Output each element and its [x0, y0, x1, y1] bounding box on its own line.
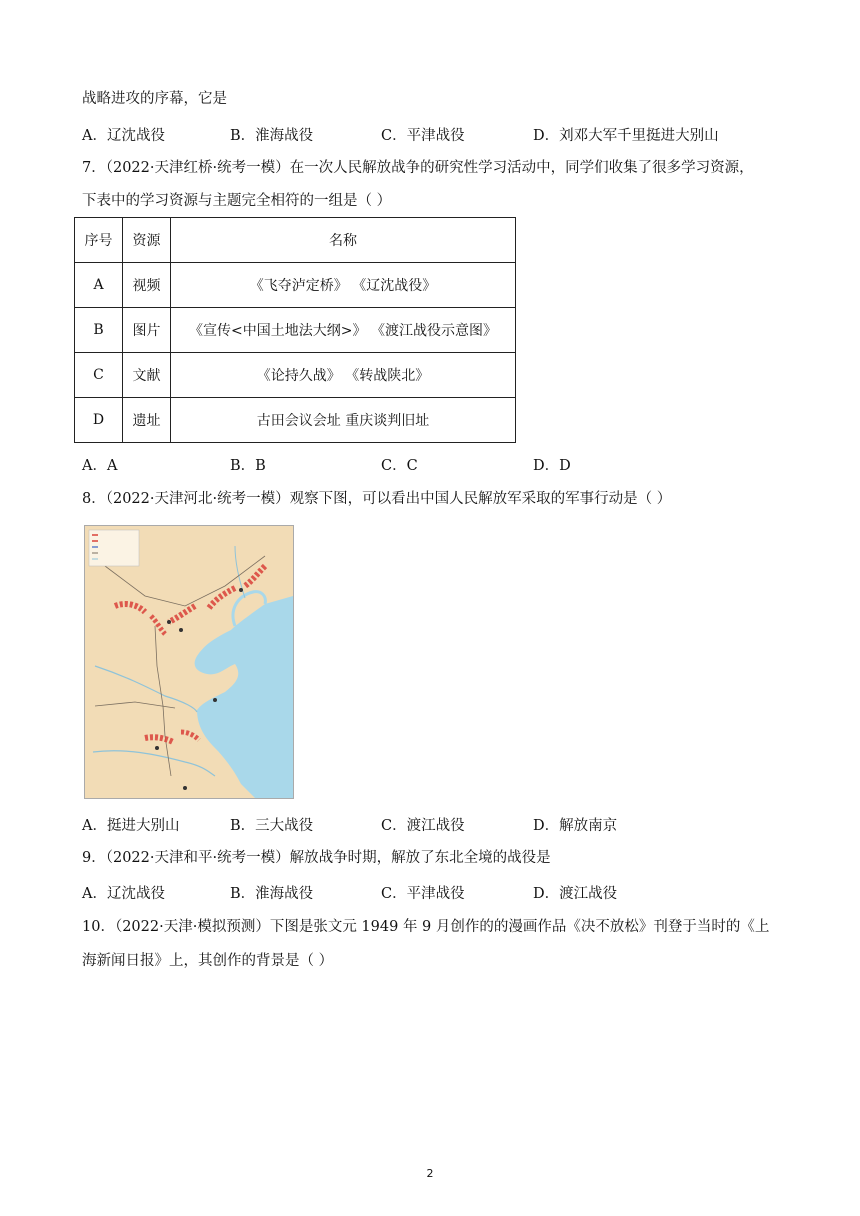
- table-cell: 遗址: [123, 398, 171, 443]
- q7-option-b: B．B: [230, 458, 266, 474]
- table-cell: 《飞夺泸定桥》 《辽沈战役》: [171, 263, 516, 308]
- q6-option-d: D．刘邓大军千里挺进大别山: [533, 128, 719, 144]
- table-row: [75, 398, 516, 443]
- table-row: [75, 263, 516, 308]
- q8-options: [82, 814, 802, 834]
- table-header-cell: 名称: [171, 218, 516, 263]
- table-cell: A: [75, 263, 123, 308]
- resource-table: [74, 217, 516, 443]
- page-number: 2: [426, 1167, 434, 1180]
- q9-option-c: C．平津战役: [381, 886, 465, 902]
- q10-stem-line2: 海新闻日报》上，其创作的背景是（ ）: [82, 953, 334, 969]
- table-header-cell: 资源: [123, 218, 171, 263]
- q9-option-a: A．辽沈战役: [82, 886, 165, 902]
- table-row: [75, 308, 516, 353]
- q9-stem: 9．（2022·天津和平·统考一模）解放战争时期，解放了东北全境的战役是: [82, 850, 551, 866]
- q8-option-b: B．三大战役: [230, 818, 314, 834]
- q7-option-a: A．A: [82, 458, 118, 474]
- q9-option-d: D．渡江战役: [533, 886, 618, 902]
- table-cell: 文献: [123, 353, 171, 398]
- q7-option-c: C．C: [381, 458, 418, 474]
- q6-option-b: B．淮海战役: [230, 128, 314, 144]
- q8-option-d: D．解放南京: [533, 818, 618, 834]
- table-header-cell: 序号: [75, 218, 123, 263]
- q8-option-c: C．渡江战役: [381, 818, 465, 834]
- table-cell: 《论持久战》 《转战陕北》: [171, 353, 516, 398]
- table-cell: 视频: [123, 263, 171, 308]
- q8-stem: 8．（2022·天津河北·统考一模）观察下图，可以看出中国人民解放军采取的军事行动是（ ）: [82, 491, 672, 507]
- q9-option-b: B．淮海战役: [230, 886, 314, 902]
- q7-stem-line2: 下表中的学习资源与主题完全相符的一组是（ ）: [82, 193, 392, 209]
- map-graphic: [85, 526, 293, 798]
- q7-stem-line1: 7．（2022·天津红桥·统考一模）在一次人民解放战争的研究性学习活动中，同学们收集了很多学习资源，: [82, 160, 754, 176]
- campaign-map-image: [84, 525, 294, 799]
- q8-option-a: A．挺进大别山: [82, 818, 180, 834]
- q6-stem-tail: 战略进攻的序幕，它是: [82, 91, 227, 107]
- table-header-row: [75, 218, 516, 263]
- q10-stem-line1: 10．（2022·天津·模拟预测）下图是张文元 1949 年 9 月创作的的漫画作品《决不放松》刊登于当时的《上: [82, 919, 770, 935]
- q7-options: [82, 454, 802, 474]
- q6-option-a: A．辽沈战役: [82, 128, 165, 144]
- table-cell: B: [75, 308, 123, 353]
- table-cell: C: [75, 353, 123, 398]
- table-cell: D: [75, 398, 123, 443]
- table-cell: 古田会议会址 重庆谈判旧址: [171, 398, 516, 443]
- q6-option-c: C．平津战役: [381, 128, 465, 144]
- q9-options: [82, 882, 802, 902]
- q6-options: [82, 124, 802, 144]
- q7-option-d: D．D: [533, 458, 571, 474]
- table-row: [75, 353, 516, 398]
- table-cell: 图片: [123, 308, 171, 353]
- table-cell: 《宣传<中国土地法大纲>》 《渡江战役示意图》: [171, 308, 516, 353]
